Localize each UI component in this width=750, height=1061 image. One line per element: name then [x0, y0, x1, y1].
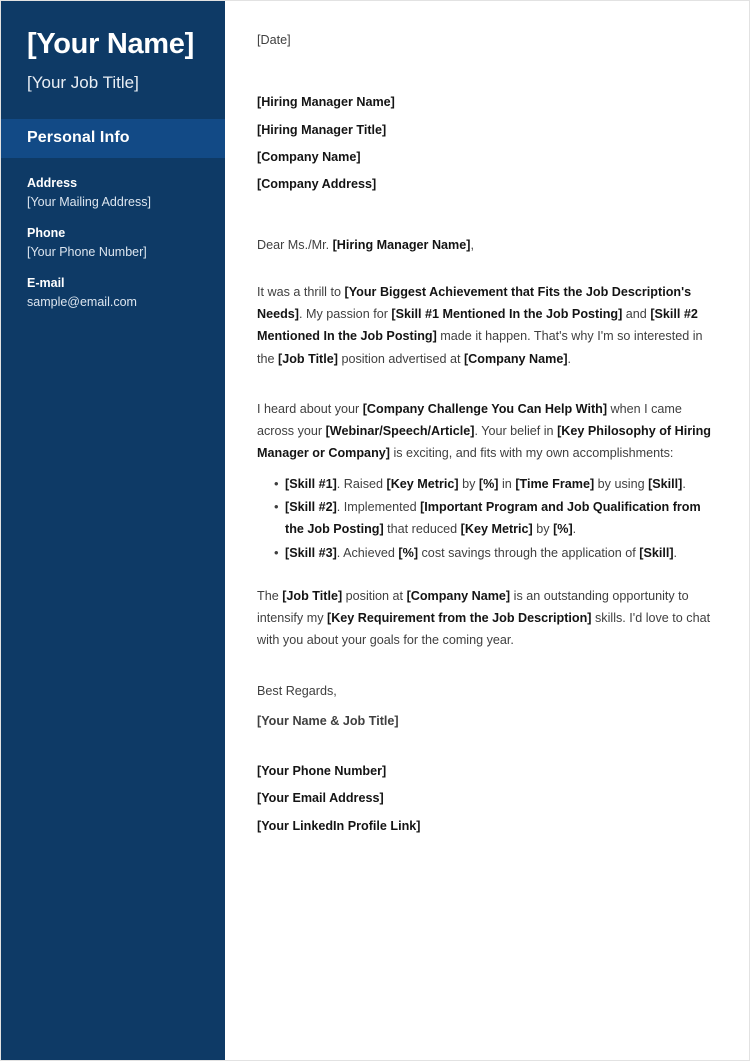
paragraph-body — [257, 398, 717, 465]
list-item — [274, 496, 717, 541]
bullet1-text-5: . — [682, 476, 686, 491]
spacer — [257, 740, 717, 760]
bullet2-text-2: that reduced — [383, 522, 461, 537]
bullet1-text-3: in — [498, 476, 516, 491]
signature-line: [Your Name & Job Title] — [257, 713, 399, 728]
letter-date: [Date] — [257, 33, 291, 47]
sidebar-header — [1, 1, 225, 93]
paragraph-closing — [257, 585, 717, 652]
p3-bold-1: [Job Title] — [282, 588, 343, 603]
p1-bold-1: [Your Biggest Achievement that Fits the Job Description's Needs] — [257, 284, 692, 321]
bullet1-bold-2: [Key Metric] — [386, 476, 459, 491]
personal-info-title: Personal Info — [27, 128, 130, 146]
bullet3-text-2: cost savings through the application of — [418, 545, 640, 560]
recipient-company-name: [Company Name] — [257, 149, 361, 164]
p2-bold-2: [Webinar/Speech/Article] — [325, 424, 475, 439]
p1-bold-2: [Skill #1 Mentioned In the Job Posting] — [391, 306, 623, 321]
bullet3-text-1: . Achieved — [336, 545, 399, 560]
paragraph-opening — [257, 281, 717, 370]
spacer — [257, 565, 717, 585]
bullet1-text-1: . Raised — [336, 476, 387, 491]
p1-text-3: and — [622, 306, 651, 321]
salutation-name: [Hiring Manager Name] — [332, 238, 471, 253]
bullet1-text-2: by — [458, 476, 479, 491]
p1-bold-5: [Company Name] — [463, 351, 568, 366]
p1-bold-4: [Job Title] — [278, 351, 338, 366]
contact-value-phone: [Your Phone Number] — [27, 244, 147, 259]
p3-text-1: The — [257, 588, 283, 603]
bullet3-bold-1: [Skill #3] — [285, 545, 337, 560]
bullet2-bold-4: [%] — [553, 522, 573, 537]
p2-text-1: I heard about your — [257, 401, 363, 416]
contact-item-email — [27, 276, 201, 309]
p2-bold-3: [Key Philosophy of Hiring Manager or Company] — [257, 424, 711, 461]
recipient-company-address: [Company Address] — [257, 177, 377, 192]
bullet1-bold-4: [Time Frame] — [515, 476, 595, 491]
p2-text-4: is exciting, and fits with my own accomplishments: — [389, 446, 674, 461]
salutation-greeting: Dear Ms./Mr. — [257, 238, 333, 253]
footer-phone: [Your Phone Number] — [257, 764, 387, 779]
personal-info-section-header — [1, 119, 225, 158]
spacer — [257, 660, 717, 680]
p1-text-5: position advertised at — [337, 351, 464, 366]
p3-bold-2: [Company Name] — [406, 588, 511, 603]
bullet3-text-3: . — [673, 545, 678, 560]
bullet2-text-1: . Implemented — [336, 499, 421, 514]
bullet1-bold-1: [Skill #1] — [285, 476, 337, 491]
sidebar — [1, 1, 225, 1061]
spacer — [257, 200, 717, 234]
contact-value-address: [Your Mailing Address] — [27, 194, 151, 209]
bullet1-text-4: by using — [594, 476, 649, 491]
list-item — [274, 542, 717, 564]
cover-letter-body — [225, 1, 750, 1061]
bullet1-bold-3: [%] — [478, 476, 499, 491]
p1-text-2: . My passion for — [299, 306, 392, 321]
bullet2-bold-1: [Skill #2] — [285, 499, 337, 514]
recipient-manager-title: [Hiring Manager Title] — [257, 122, 387, 137]
applicant-name: [Your Name] — [27, 28, 194, 60]
list-item — [274, 473, 717, 495]
p3-text-4: skills. I'd love to chat with you about your goals for the coming year. — [257, 611, 711, 648]
footer-linkedin[interactable]: [Your LinkedIn Profile Link] — [257, 818, 421, 833]
spacer — [257, 378, 717, 398]
p3-bold-3: [Key Requirement from the Job Description] — [327, 611, 592, 626]
bullet2-bold-2: [Important Program and Job Qualification from the Job Posting] — [285, 499, 701, 537]
p1-bold-3: [Skill #2 Mentioned In the Job Posting] — [257, 306, 698, 344]
p3-text-2: position at — [342, 588, 407, 603]
contact-label-address: Address — [27, 175, 78, 190]
salutation — [257, 234, 717, 256]
bullet3-bold-3: [Skill] — [639, 545, 674, 560]
p1-text-1: It was a thrill to — [257, 284, 345, 299]
bullet3-bold-2: [%] — [398, 545, 419, 560]
achievement-list — [257, 473, 717, 564]
recipient-manager-name: [Hiring Manager Name] — [257, 95, 395, 110]
p1-text-4: made it happen. That's why I'm so interested in the — [257, 329, 703, 366]
p1-text-6: . — [567, 351, 572, 366]
p2-bold-1: [Company Challenge You Can Help With] — [362, 401, 608, 416]
contact-list — [1, 176, 225, 309]
contact-value-email: sample@email.com — [27, 294, 137, 309]
recipient-block — [257, 91, 717, 195]
bullet1-bold-5: [Skill] — [648, 476, 683, 491]
contact-item-phone — [27, 226, 201, 259]
p2-text-3: . Your belief in — [474, 424, 558, 439]
contact-label-phone: Phone — [27, 225, 66, 240]
bullet2-text-3: by — [532, 522, 554, 537]
footer-email: [Your Email Address] — [257, 791, 384, 806]
p2-text-2: when I came across your — [257, 401, 682, 439]
bullet2-text-4: . — [572, 522, 577, 537]
footer-contact-block — [257, 760, 717, 837]
contact-item-address — [27, 176, 201, 209]
applicant-job-title: [Your Job Title] — [27, 72, 139, 92]
closing-line: Best Regards, — [257, 683, 337, 698]
p3-text-3: is an outstanding opportunity to intensify my — [257, 588, 689, 626]
salutation-comma: , — [470, 238, 474, 253]
bullet2-bold-3: [Key Metric] — [460, 522, 533, 537]
contact-label-email: E-mail — [27, 275, 65, 290]
